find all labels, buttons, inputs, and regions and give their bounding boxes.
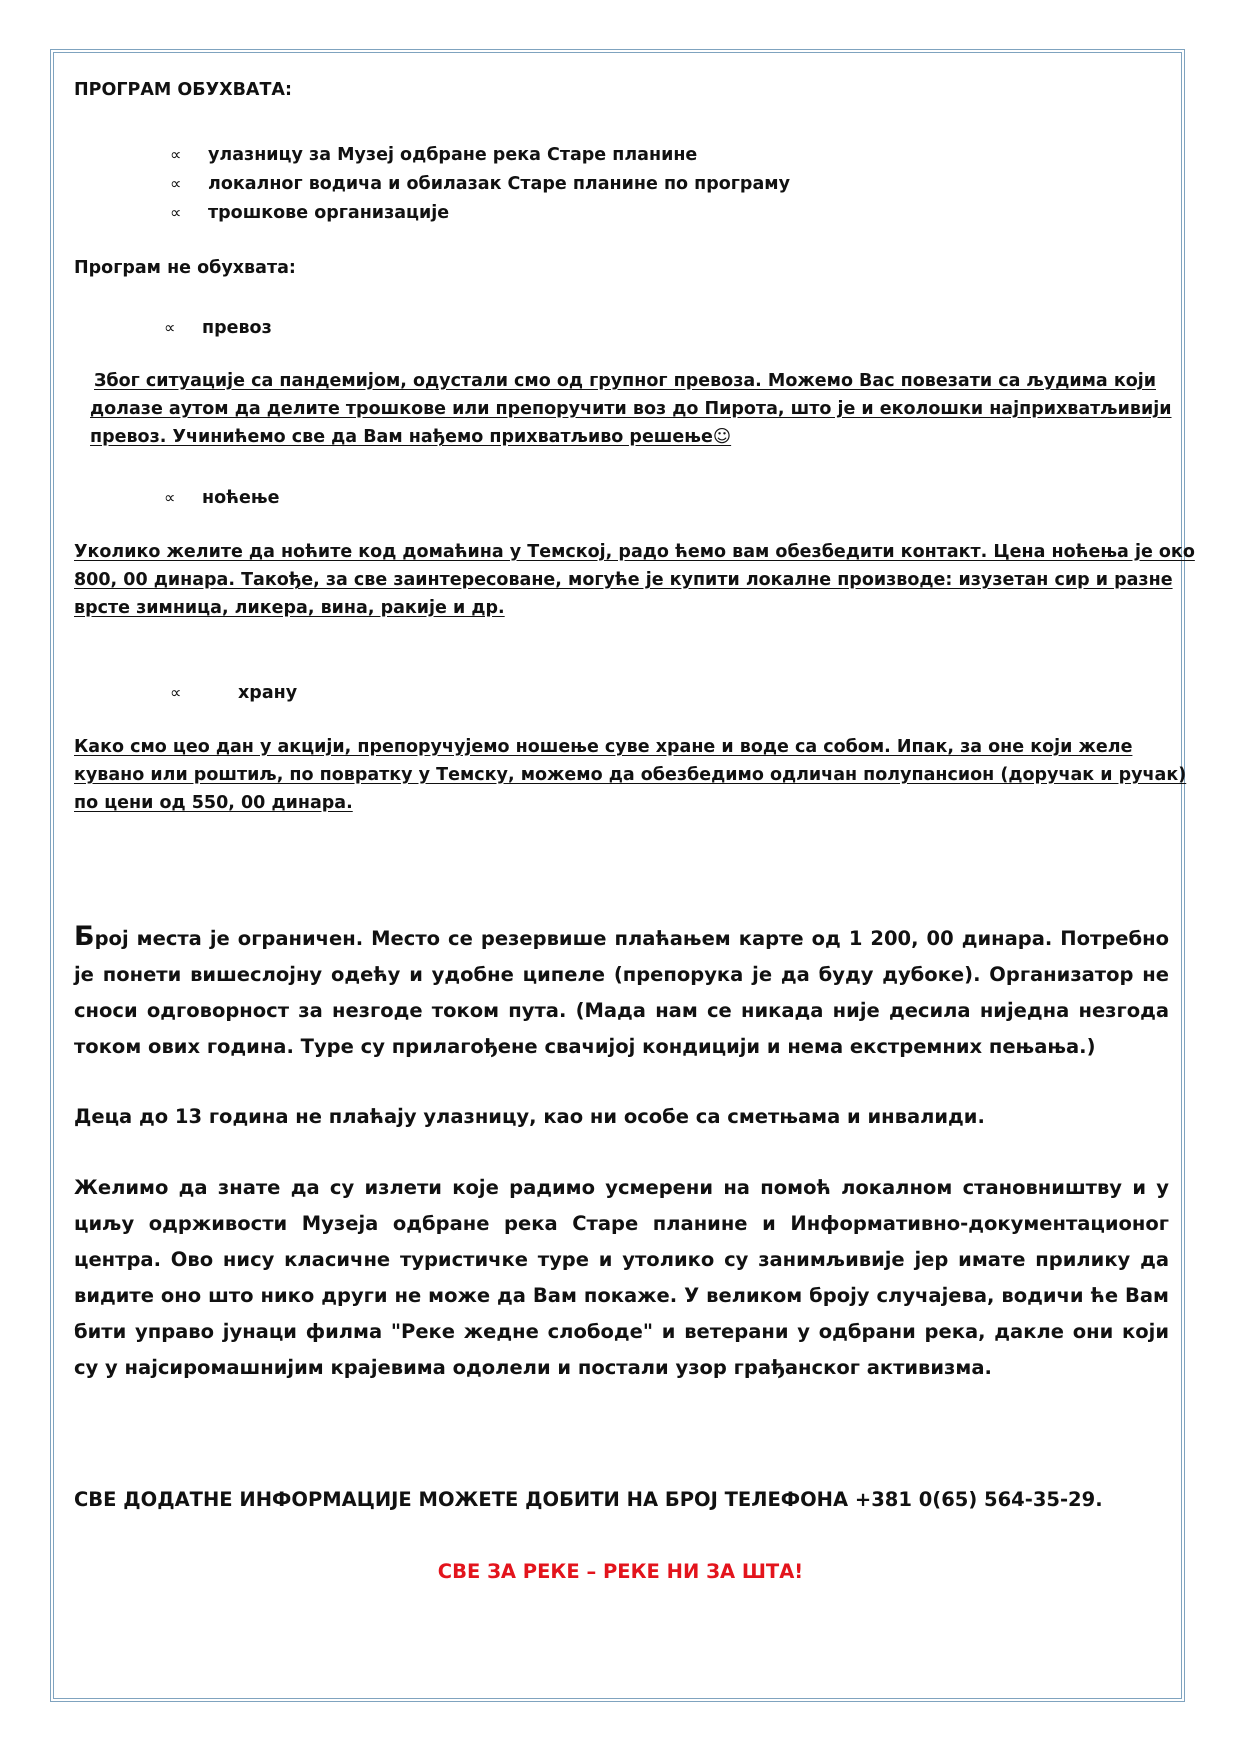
places-paragraph [74, 919, 1169, 1065]
places-text: рој места је ограничен. Место се резервише плаћањем карте од 1 200, 00 динара. Потребно је понети вишеслојну одећу и удобне ципеле (препорука је да буду дубоке). Организатор не сноси одговорност за незгоде током пута. (Мада нам се никада није десила ниједна незгода током ових година. Туре су прилагођене свачијој кондицији и нема екстремних пењања.) [74, 927, 1169, 1058]
bullet-icon: ∝ [164, 488, 176, 507]
contact-line: СВЕ ДОДАТНЕ ИНФОРМАЦИЈЕ МОЖЕТЕ ДОБИТИ НА БРОЈ ТЕЛЕФОНА +381 0(65) 564-35-29. [74, 1488, 1103, 1511]
food-label: храну [238, 683, 298, 703]
slogan: СВЕ ЗА РЕКЕ – РЕКЕ НИ ЗА ШТА! [437, 1560, 804, 1583]
includes-item: улазницу за Музеј одбране река Старе планине [208, 145, 698, 165]
food-text: по цени од 550, 00 динара. [74, 793, 353, 813]
bullet-icon: ∝ [170, 203, 182, 222]
page-border [50, 49, 1185, 1702]
food-text: Како смо цео дан у акцији, препоручујемо ношење суве хране и воде са собом. Ипак, за оне који желе [74, 737, 1133, 757]
lodging-text: Уколико желите да ноћите код домаћина у Темској, радо ћемо вам обезбедити контакт. Цена ноћења је око [74, 542, 1195, 562]
mission-paragraph: Желимо да знате да су излети које радимо усмерени на помоћ локалном становништву и у циљу одрживости Музеја одбране река Старе планине и Информативно-документационог центра. Ово нису класичне туристичке туре и утолико су занимљивије јер имате прилику да видите оно што нико други не може да Вам покаже. У великом броју случајева, водичи ће Вам бити управо јунаци филма "Реке жедне слободе" и ветерани у одбрани река, дакле они који су у најсиромашнијим крајевима одолели и постали узор грађанског активизма. [74, 1176, 1169, 1379]
transport-text: Због ситуације са пандемијом, одустали смо од групног превоза. Можемо Вас повезати са људима који [94, 371, 1156, 391]
bullet-icon: ∝ [170, 174, 182, 193]
includes-heading: ПРОГРАМ ОБУХВАТА: [74, 80, 292, 100]
lodging-label: ноћење [202, 488, 280, 508]
bullet-icon: ∝ [170, 683, 182, 702]
bullet-icon: ∝ [164, 318, 176, 337]
excludes-heading: Програм не обухвата: [74, 258, 296, 278]
lodging-text: 800, 00 динара. Такође, за све заинтересоване, могуће је купити локалне производе: изузетан сир и разне [74, 570, 1173, 590]
bullet-icon: ∝ [170, 145, 182, 164]
transport-text: превоз. Учинићемо све да Вам нађемо прихватљиво решење☺ [90, 427, 732, 447]
transport-text: долазе аутом да делите трошкове или препоручити воз до Пирота, што је и еколошки најприхватљивији [90, 399, 1172, 419]
drop-cap: Б [74, 921, 95, 952]
lodging-text: врсте зимница, ликера, вина, ракије и др. [74, 598, 505, 618]
children-paragraph: Деца до 13 година не плаћају улазницу, као ни особе са сметњама и инвалиди. [74, 1105, 985, 1128]
food-text: кувано или роштиљ, по повратку у Темску, можемо да обезбедимо одличан полупансион (доручак и ручак) [74, 765, 1187, 785]
includes-item: локалног водича и обилазак Старе планине по програму [208, 174, 790, 194]
transport-label: превоз [202, 318, 272, 338]
includes-item: трошкове организације [208, 203, 450, 223]
